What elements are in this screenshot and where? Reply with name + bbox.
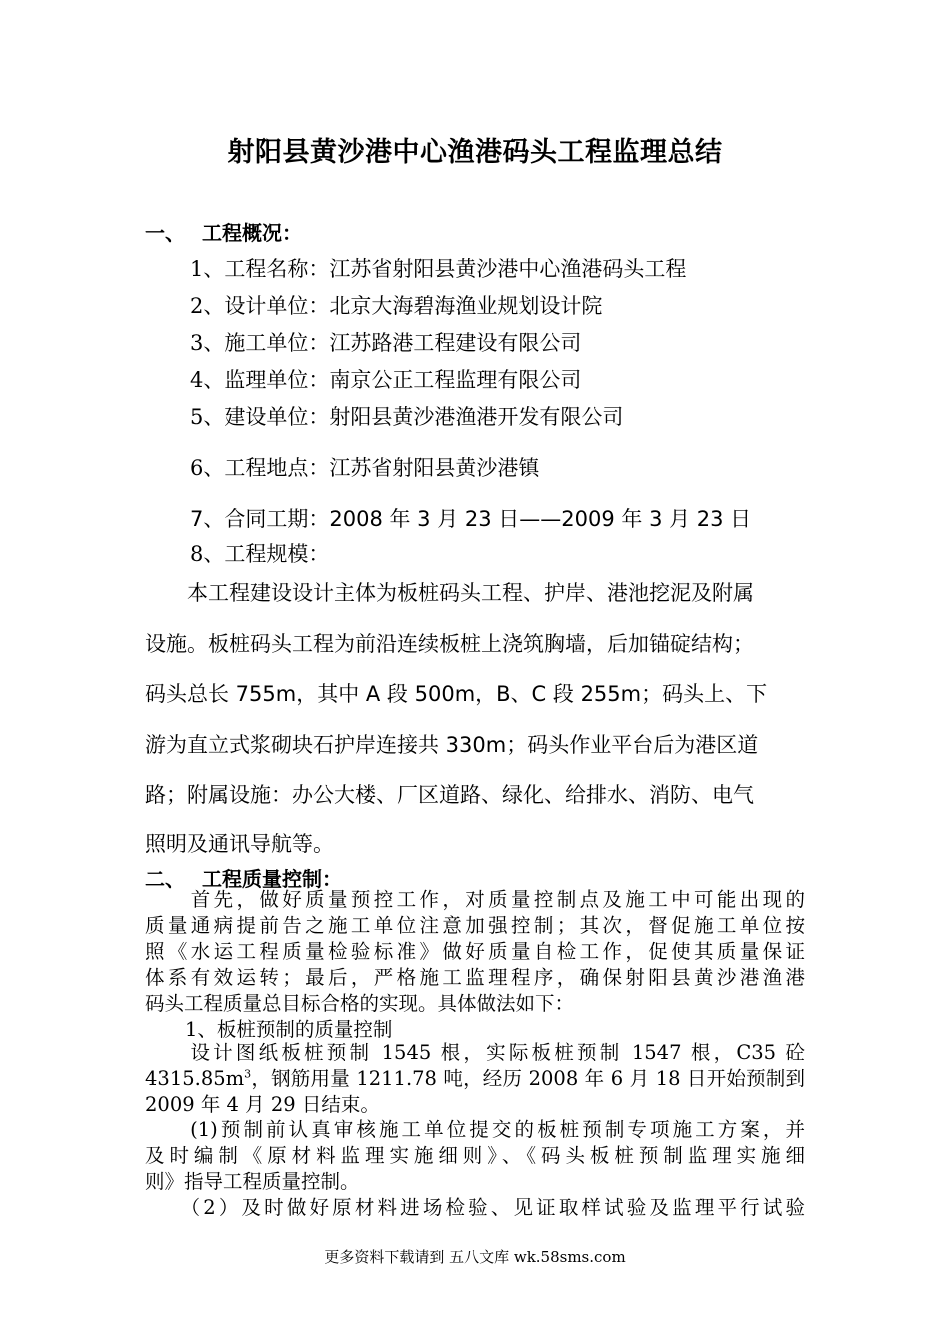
item-project-location: [190, 452, 539, 482]
item-owner-unit: [190, 401, 623, 431]
item-value: 射阳县黄沙港渔港开发有限公司: [329, 405, 624, 429]
item-project-name: [190, 253, 686, 283]
paragraph-line: 及时编制《原材料监理实施细则》、《码头板桩预制监理实施细: [145, 1144, 805, 1167]
item-value: 北京大海碧海渔业规划设计院: [329, 294, 603, 318]
paragraph-line: 照《水运工程质量检验标准》做好质量自检工作，促使其质量保证: [145, 940, 805, 963]
item-construction-unit: [190, 327, 581, 357]
subsection-heading: 1、板桩预制的质量控制: [185, 1018, 393, 1041]
item-value: 江苏省射阳县黄沙港中心渔港码头工程: [329, 257, 687, 281]
paragraph-line: （2）及时做好原材料进场检验、见证取样试验及监理平行试验: [145, 1196, 805, 1219]
page-footer: 更多资料下载请到 五八文库 wk.58sms.com: [324, 1248, 626, 1266]
item-label: 1、工程名称：: [190, 257, 330, 281]
item-label: 6、工程地点：: [190, 456, 330, 480]
item-label: 5、建设单位：: [190, 405, 330, 429]
paragraph-line: 则》指导工程质量控制。: [145, 1170, 360, 1193]
item-label: 2、设计单位：: [190, 294, 330, 318]
item-value: 南京公正工程监理有限公司: [329, 368, 582, 392]
item-design-unit: [190, 290, 602, 320]
paragraph-line: 码头总长 755m，其中 A 段 500m，B、C 段 255m；码头上、下: [145, 682, 768, 706]
item-project-scale: [190, 538, 329, 568]
section-number: 二、: [145, 867, 185, 891]
item-label: 8、工程规模：: [190, 542, 330, 566]
section-title: 工程概况：: [202, 221, 302, 245]
paragraph-line: 路；附属设施：办公大楼、厂区道路、绿化、给排水、消防、电气: [145, 783, 754, 807]
paragraph-line: 设施。板桩码头工程为前沿连续板桩上浇筑胸墙，后加锚碇结构；: [145, 632, 754, 656]
paragraph-line: (1)预制前认真审核施工单位提交的板桩预制专项施工方案，并: [145, 1118, 805, 1141]
item-value: 江苏省射阳县黄沙港镇: [329, 456, 540, 480]
item-value: 江苏路港工程建设有限公司: [329, 331, 582, 355]
paragraph-line: 设计图纸板桩预制 1545 根，实际板桩预制 1547 根，C35 砼: [145, 1041, 805, 1064]
section-title: 工程质量控制：: [202, 867, 342, 891]
item-label: 4、监理单位：: [190, 368, 330, 392]
cubic-superscript: 3: [244, 1067, 252, 1081]
paragraph-line: 2009 年 4 月 29 日结束。: [145, 1093, 380, 1116]
paragraph-line: 质量通病提前告之施工单位注意加强控制；其次，督促施工单位按: [145, 914, 805, 937]
paragraph-line: 游为直立式浆砌块石护岸连接共 330m；码头作业平台后为港区道: [145, 733, 759, 757]
paragraph-line: 体系有效运转；最后，严格施工监理程序，确保射阳县黄沙港渔港: [145, 966, 805, 989]
item-label: 7、合同工期：: [190, 507, 330, 531]
section-heading-overview: [145, 217, 302, 246]
paragraph-line: 本工程建设设计主体为板桩码头工程、护岸、港池挖泥及附属: [145, 581, 754, 605]
paragraph-line: 照明及通讯导航等。: [145, 832, 334, 856]
paragraph-text: ，钢筋用量 1211.78 吨，经历 2008 年 6 月 18 日开始预制到: [251, 1067, 805, 1090]
paragraph-line: 码头工程质量总目标合格的实现。具体做法如下：: [145, 992, 575, 1015]
paragraph-line: [145, 1066, 805, 1092]
item-label: 3、施工单位：: [190, 331, 330, 355]
section-number: 一、: [145, 221, 185, 245]
paragraph-line: 首先，做好质量预控工作，对质量控制点及施工中可能出现的: [145, 888, 805, 911]
item-value: 2008 年 3 月 23 日——2009 年 3 月 23 日: [329, 507, 752, 531]
concrete-volume: 4315.85m: [145, 1067, 245, 1090]
item-supervision-unit: [190, 364, 581, 394]
item-contract-period: [190, 503, 751, 533]
document-title: 射阳县黄沙港中心渔港码头工程监理总结: [227, 137, 723, 168]
